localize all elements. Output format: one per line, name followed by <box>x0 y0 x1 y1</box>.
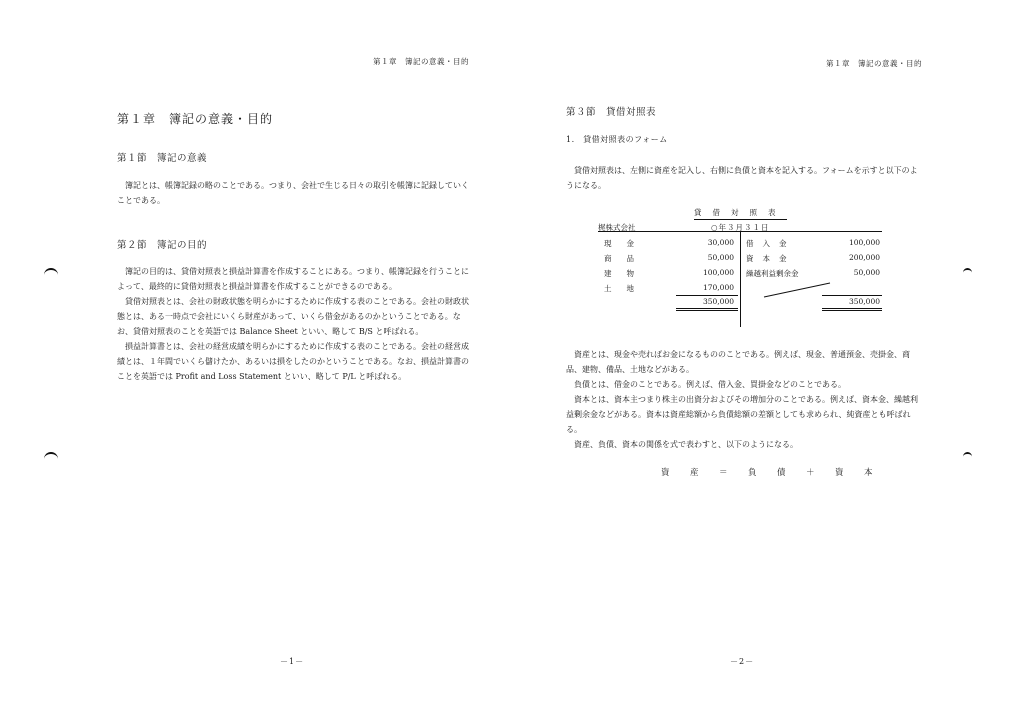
right-total-double-rule <box>822 308 882 311</box>
table-row <box>598 238 882 252</box>
punch-hole-mark <box>963 452 972 461</box>
asset-amount: 30,000 <box>707 238 734 247</box>
right-page-number: －2－ <box>730 657 755 666</box>
asset-amount: 50,000 <box>707 253 734 262</box>
punch-hole-mark <box>963 268 972 277</box>
asset-name: 土地 <box>604 284 649 293</box>
left-running-header: 第１章 簿記の意義・目的 <box>373 57 469 66</box>
section2-heading: 第２節 簿記の目的 <box>117 240 208 251</box>
body-paragraph: 負債とは、借金のことである。例えば、借入金、買掛金などのことである。 <box>574 380 846 389</box>
right-body <box>566 347 922 452</box>
section2-paragraph: 貸借対照表とは、会社の財政状態を明らかにするために作成する表のことである。会社の財政状態とは、ある一時点で会社にいくら財産があって、いくら借金があるのかということである。なお、貸借対照表のことを英語では Balance Sheet といい、略して B/S と呼ばれる。 <box>117 297 469 336</box>
section2-paragraph: 簿記の目的は、貸借対照表と損益計算書を作成することにある。つまり、帳簿記録を行うことによって、最終的に貸借対照表と損益計算書を作成することができるのである。 <box>117 267 469 291</box>
right-subtotal-rule <box>822 295 882 296</box>
subsection-heading: 1. 貸借対照表のフォーム <box>566 135 668 144</box>
intro-body <box>566 163 918 193</box>
punch-hole-mark <box>44 452 58 461</box>
balance-sheet-company: 梶株式会社 <box>598 223 636 232</box>
section1-heading: 第１節 簿記の意義 <box>117 153 208 164</box>
left-subtotal-rule <box>676 295 738 296</box>
section2-paragraph: 損益計算書とは、会社の経営成績を明らかにするために作成する表のことである。会社の経営成績とは、１年間でいくら儲けたか、あるいは損をしたのかということである。なお、損益計算書のことを英語では Profit and Loss Statement といい、略して P/L と呼ばれる。 <box>117 342 469 381</box>
liability-amount: 50,000 <box>853 268 880 277</box>
asset-name: 建物 <box>604 269 649 278</box>
liability-name: 繰越利益剰余金 <box>746 269 799 278</box>
section3-heading: 第３節 貸借対照表 <box>566 107 657 118</box>
punch-hole-mark <box>44 268 58 277</box>
right-total-amount: 350,000 <box>848 297 880 306</box>
body-paragraph: 資産、負債、資本の関係を式で表わすと、以下のようになる。 <box>574 440 798 449</box>
section1-paragraph: 簿記とは、帳簿記録の略のことである。つまり、会社で生じる日々の取引を帳簿に記録していくことである。 <box>117 181 469 205</box>
balance-sheet-title: 貸借対照表 <box>694 207 787 220</box>
liability-amount: 200,000 <box>848 253 880 262</box>
asset-name: 商品 <box>604 254 649 263</box>
body-paragraph: 資本とは、資本主つまり株主の出資分およびその増加分のことである。例えば、資本金、繰越利益剰余金などがある。資本は資産総額から負債総額の差額としても求められ、純資産とも呼ばれる。 <box>566 395 918 434</box>
section2-body <box>117 264 469 384</box>
left-total-amount: 350,000 <box>702 297 734 306</box>
asset-name: 現金 <box>604 239 649 248</box>
table-row <box>598 253 882 267</box>
intro-paragraph: 貸借対照表は、左側に資産を記入し、右側に負債と資本を記入する。フォームを示すと以下のようになる。 <box>566 166 918 190</box>
balance-sheet-date: ○年３月３１日 <box>711 223 770 232</box>
table-row <box>598 268 882 282</box>
left-total-double-rule <box>676 308 738 311</box>
liability-name: 資本金 <box>746 254 796 263</box>
asset-amount: 100,000 <box>702 268 734 277</box>
right-running-header: 第１章 簿記の意義・目的 <box>826 59 922 68</box>
accounting-equation: 資 産 ＝ 負 債 ＋ 資 本 <box>661 468 879 478</box>
body-paragraph: 資産とは、現金や売ればお金になるもののことである。例えば、現金、普通預金、売掛金、商品、建物、備品、土地などがある。 <box>566 350 910 374</box>
section1-body <box>117 178 469 208</box>
liability-name: 借入金 <box>746 239 796 248</box>
asset-amount: 170,000 <box>702 283 734 292</box>
chapter-title: 第１章 簿記の意義・目的 <box>117 112 274 126</box>
liability-amount: 100,000 <box>848 238 880 247</box>
left-page-number: －1－ <box>280 657 305 666</box>
